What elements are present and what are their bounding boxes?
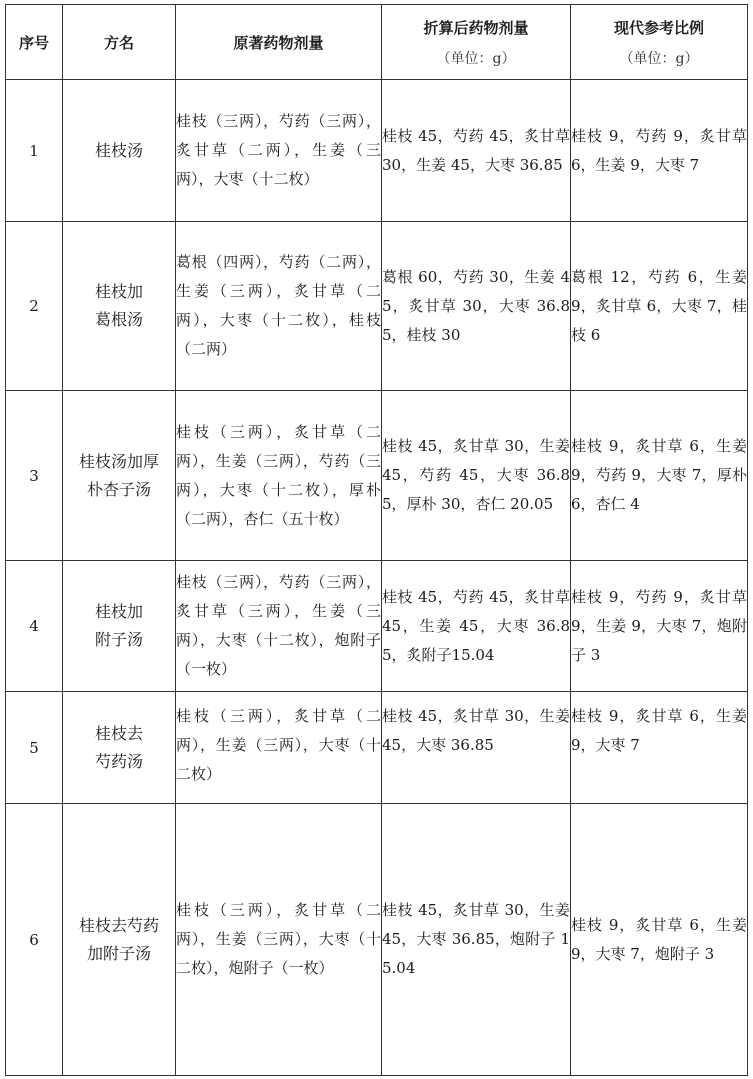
row-converted: 桂枝 45，炙甘草 30，生姜 45，大枣 36.85 [382,692,571,804]
row-original: 桂枝（三两），炙甘草（二两），生姜（三两），大枣（十二枚） [176,692,382,804]
header-original: 原著药物剂量 [176,5,382,80]
row-original: 桂枝（三两），炙甘草（二两），生姜（三两），芍药（三两），大枣（十二枚），厚朴（二两），杏仁（五十枚） [176,391,382,561]
row-converted: 葛根 60，芍药 30，生姜 45，炙甘草 30，大枣 36.85，桂枝 30 [382,222,571,391]
header-modern-label: 现代参考比例 [613,18,704,37]
row-converted: 桂枝 45，芍药 45，炙甘草 30，生姜 45，大枣 36.85 [382,80,571,222]
prescription-table [5,4,748,1076]
table-row [6,80,748,222]
row-modern: 桂枝 9，芍药 9，炙甘草 6，生姜 9，大枣 7 [571,80,748,222]
row-index: 3 [6,391,63,561]
table-row [6,222,748,391]
row-index: 6 [6,804,63,1076]
table-row [6,561,748,692]
row-name: 桂枝汤 [63,80,176,222]
row-original: 桂枝（三两），炙甘草（二两），生姜（三两），大枣（十二枚），炮附子（一枚） [176,804,382,1076]
header-modern [571,5,748,80]
row-original: 桂枝（三两），芍药（三两），炙甘草（二两），生姜（三两），大枣（十二枚） [176,80,382,222]
row-name: 桂枝加附子汤 [63,561,176,692]
header-row [6,5,748,80]
row-name: 桂枝去芍药汤 [63,692,176,804]
table-row [6,391,748,561]
row-modern: 桂枝 9，炙甘草 6，生姜 9，大枣 7，炮附子 3 [571,804,748,1076]
header-name: 方名 [63,5,176,80]
row-name: 桂枝加葛根汤 [63,222,176,391]
row-original: 葛根（四两），芍药（二两），生姜（三两），炙甘草（二两），大枣（十二枚），桂枝（二两） [176,222,382,391]
row-name: 桂枝去芍药加附子汤 [63,804,176,1076]
row-modern: 桂枝 9，炙甘草 6，生姜 9，芍药 9，大枣 7，厚朴 6，杏仁 4 [571,391,748,561]
row-converted: 桂枝 45，炙甘草 30，生姜 45，芍药 45，大枣 36.85，厚朴 30，杏仁 20.05 [382,391,571,561]
header-converted-unit: （单位：g） [436,50,516,67]
header-index: 序号 [6,5,63,80]
table-row [6,804,748,1076]
header-converted-label: 折算后药物剂量 [423,18,529,37]
row-modern: 葛根 12，芍药 6，生姜 9，炙甘草 6，大枣 7，桂枝 6 [571,222,748,391]
prescription-table-container [5,4,748,1076]
row-name: 桂枝汤加厚朴杏子汤 [63,391,176,561]
table-row [6,692,748,804]
row-original: 桂枝（三两），芍药（三两），炙甘草（三两），生姜（三两），大枣（十二枚），炮附子（一枚） [176,561,382,692]
row-converted: 桂枝 45，炙甘草 30，生姜 45，大枣 36.85，炮附子 15.04 [382,804,571,1076]
row-index: 2 [6,222,63,391]
row-index: 1 [6,80,63,222]
row-modern: 桂枝 9，炙甘草 6，生姜 9，大枣 7 [571,692,748,804]
row-index: 4 [6,561,63,692]
row-converted: 桂枝 45，芍药 45，炙甘草 45，生姜 45，大枣 36.85，炙附子15.04 [382,561,571,692]
row-modern: 桂枝 9，芍药 9，炙甘草 9，生姜 9，大枣 7，炮附子 3 [571,561,748,692]
header-modern-unit: （单位：g） [619,50,699,67]
row-index: 5 [6,692,63,804]
header-converted [382,5,571,80]
